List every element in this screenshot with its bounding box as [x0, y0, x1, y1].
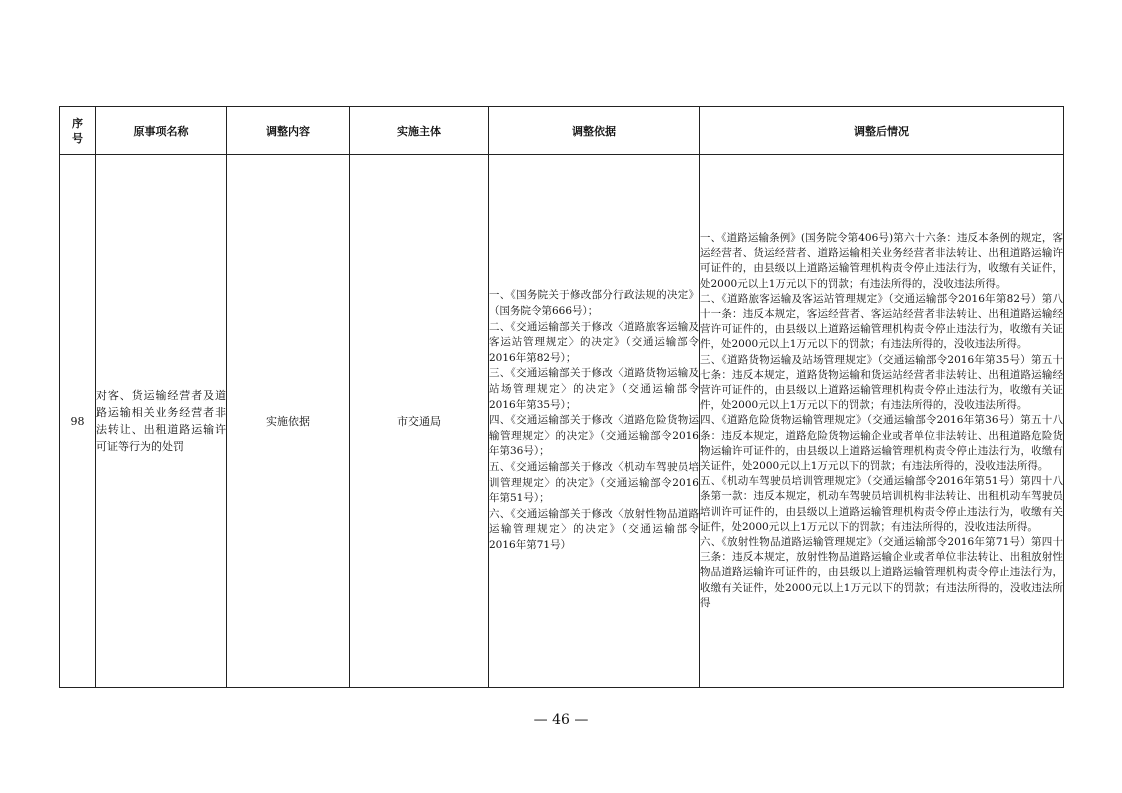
- header-row: [60, 107, 1064, 155]
- basis-item: 五、《交通运输部关于修改〈机动车驾驶员培训管理规定〉的决定》（交通运输部令2016年第51号）；: [489, 460, 699, 505]
- regulation-table: [59, 106, 1064, 688]
- basis-item: 三、《交通运输部关于修改〈道路货物运输及站场管理规定〉的决定》（交通运输部令2016年第35号）；: [489, 367, 699, 411]
- basis-item: 一、《国务院关于修改部分行政法规的决定》（国务院令第666号）；: [489, 289, 699, 318]
- basis-item: 二、《交通运输部关于修改〈道路旅客运输及客运站管理规定〉的决定》（交通运输部令2016年第82号）；: [489, 320, 699, 364]
- after-item: 二、《道路旅客运输及客运站管理规定》（交通运输部令2016年第82号）第八十一条：违反本规定，客运经营者、客运站经营者非法转让、出租道路运输经营许可证件的，由县级以上道路运输管理机构责令停止违法行为，收缴有关证件，处2000元以上1万元以下的罚款；有违法所得的，没收违法所得。: [700, 292, 1063, 351]
- page-number: — 46 —: [533, 712, 589, 728]
- table-row: [60, 155, 1064, 688]
- header-seq: [60, 107, 96, 155]
- header-subject: 实施主体: [350, 107, 489, 155]
- after-item: 一、《道路运输条例》(国务院令第406号)第六十六条：违反本条例的规定，客运经营者、货运经营者、道路运输相关业务经营者非法转让、出租道路运输许可证件的，由县级以上道路运输管理机构责令停止违法行为，收缴有关证件，处2000元以上1万元以下的罚款；有违法所得的，没收违法所得。: [700, 231, 1063, 290]
- basis-item: 四、《交通运输部关于修改〈道路危险货物运输管理规定〉的决定》（交通运输部令2016年第36号）；: [489, 414, 699, 458]
- row-after: [700, 155, 1064, 688]
- after-item: 五、《机动车驾驶员培训管理规定》（交通运输部令2016年第51号）第四十八条第一款：违反本规定，机动车驾驶员培训机构非法转让、出租机动车驾驶员培训许可证件的，由县级以上道路运输管理机构责令停止违法行为，收缴有关证件，处2000元以上1万元以下的罚款；有违法所得的，没收违法所得。: [700, 475, 1063, 533]
- header-seq-label: 序号: [72, 116, 83, 145]
- header-content: 调整内容: [227, 107, 350, 155]
- header-name: 原事项名称: [96, 107, 227, 155]
- row-basis: [489, 155, 700, 688]
- basis-item: 六、《交通运输部关于修改〈放射性物品道路运输管理规定〉的决定》（交通运输部令2016年第71号）: [489, 507, 699, 551]
- header-basis: 调整依据: [489, 107, 700, 155]
- after-item: 六、《放射性物品道路运输管理规定》（交通运输部令2016年第71号）第四十三条：违反本规定，放射性物品道路运输企业或者单位非法转让、出租放射性物品道路运输许可证件的，由县级以上道路运输管理机构责令停止违法行为，收缴有关证件，处2000元以上1万元以下的罚款；有违法所得的，没收违法所得: [700, 536, 1063, 609]
- after-item: 四、《道路危险货物运输管理规定》（交通运输部令2016年第36号）第五十八条：违反本规定，道路危险货物运输企业或者单位非法转让、出租道路危险货物运输许可证件的，由县级以上道路运输管理机构责令停止违法行为，收缴有关证件，处2000元以上1万元以下的罚款；有违法所得的，没收违法所得。: [700, 414, 1063, 472]
- row-subject: 市交通局: [350, 155, 489, 688]
- row-item-name: 对客、货运输经营者及道路运输相关业务经营者非法转让、出租道路运输许可证等行为的处罚: [96, 155, 227, 688]
- row-content: 实施依据: [227, 155, 350, 688]
- row-seq: 98: [60, 155, 96, 688]
- after-item: 三、《道路货物运输及站场管理规定》（交通运输部令2016年第35号）第五十七条：违反本规定，道路货物运输和货运站经营者非法转让、出租道路运输经营许可证件的，由县级以上道路运输管理机构责令停止违法行为，收缴有关证件，处2000元以上1万元以下的罚款；有违法所得的，没收违法所得。: [700, 353, 1063, 412]
- header-after: 调整后情况: [700, 107, 1064, 155]
